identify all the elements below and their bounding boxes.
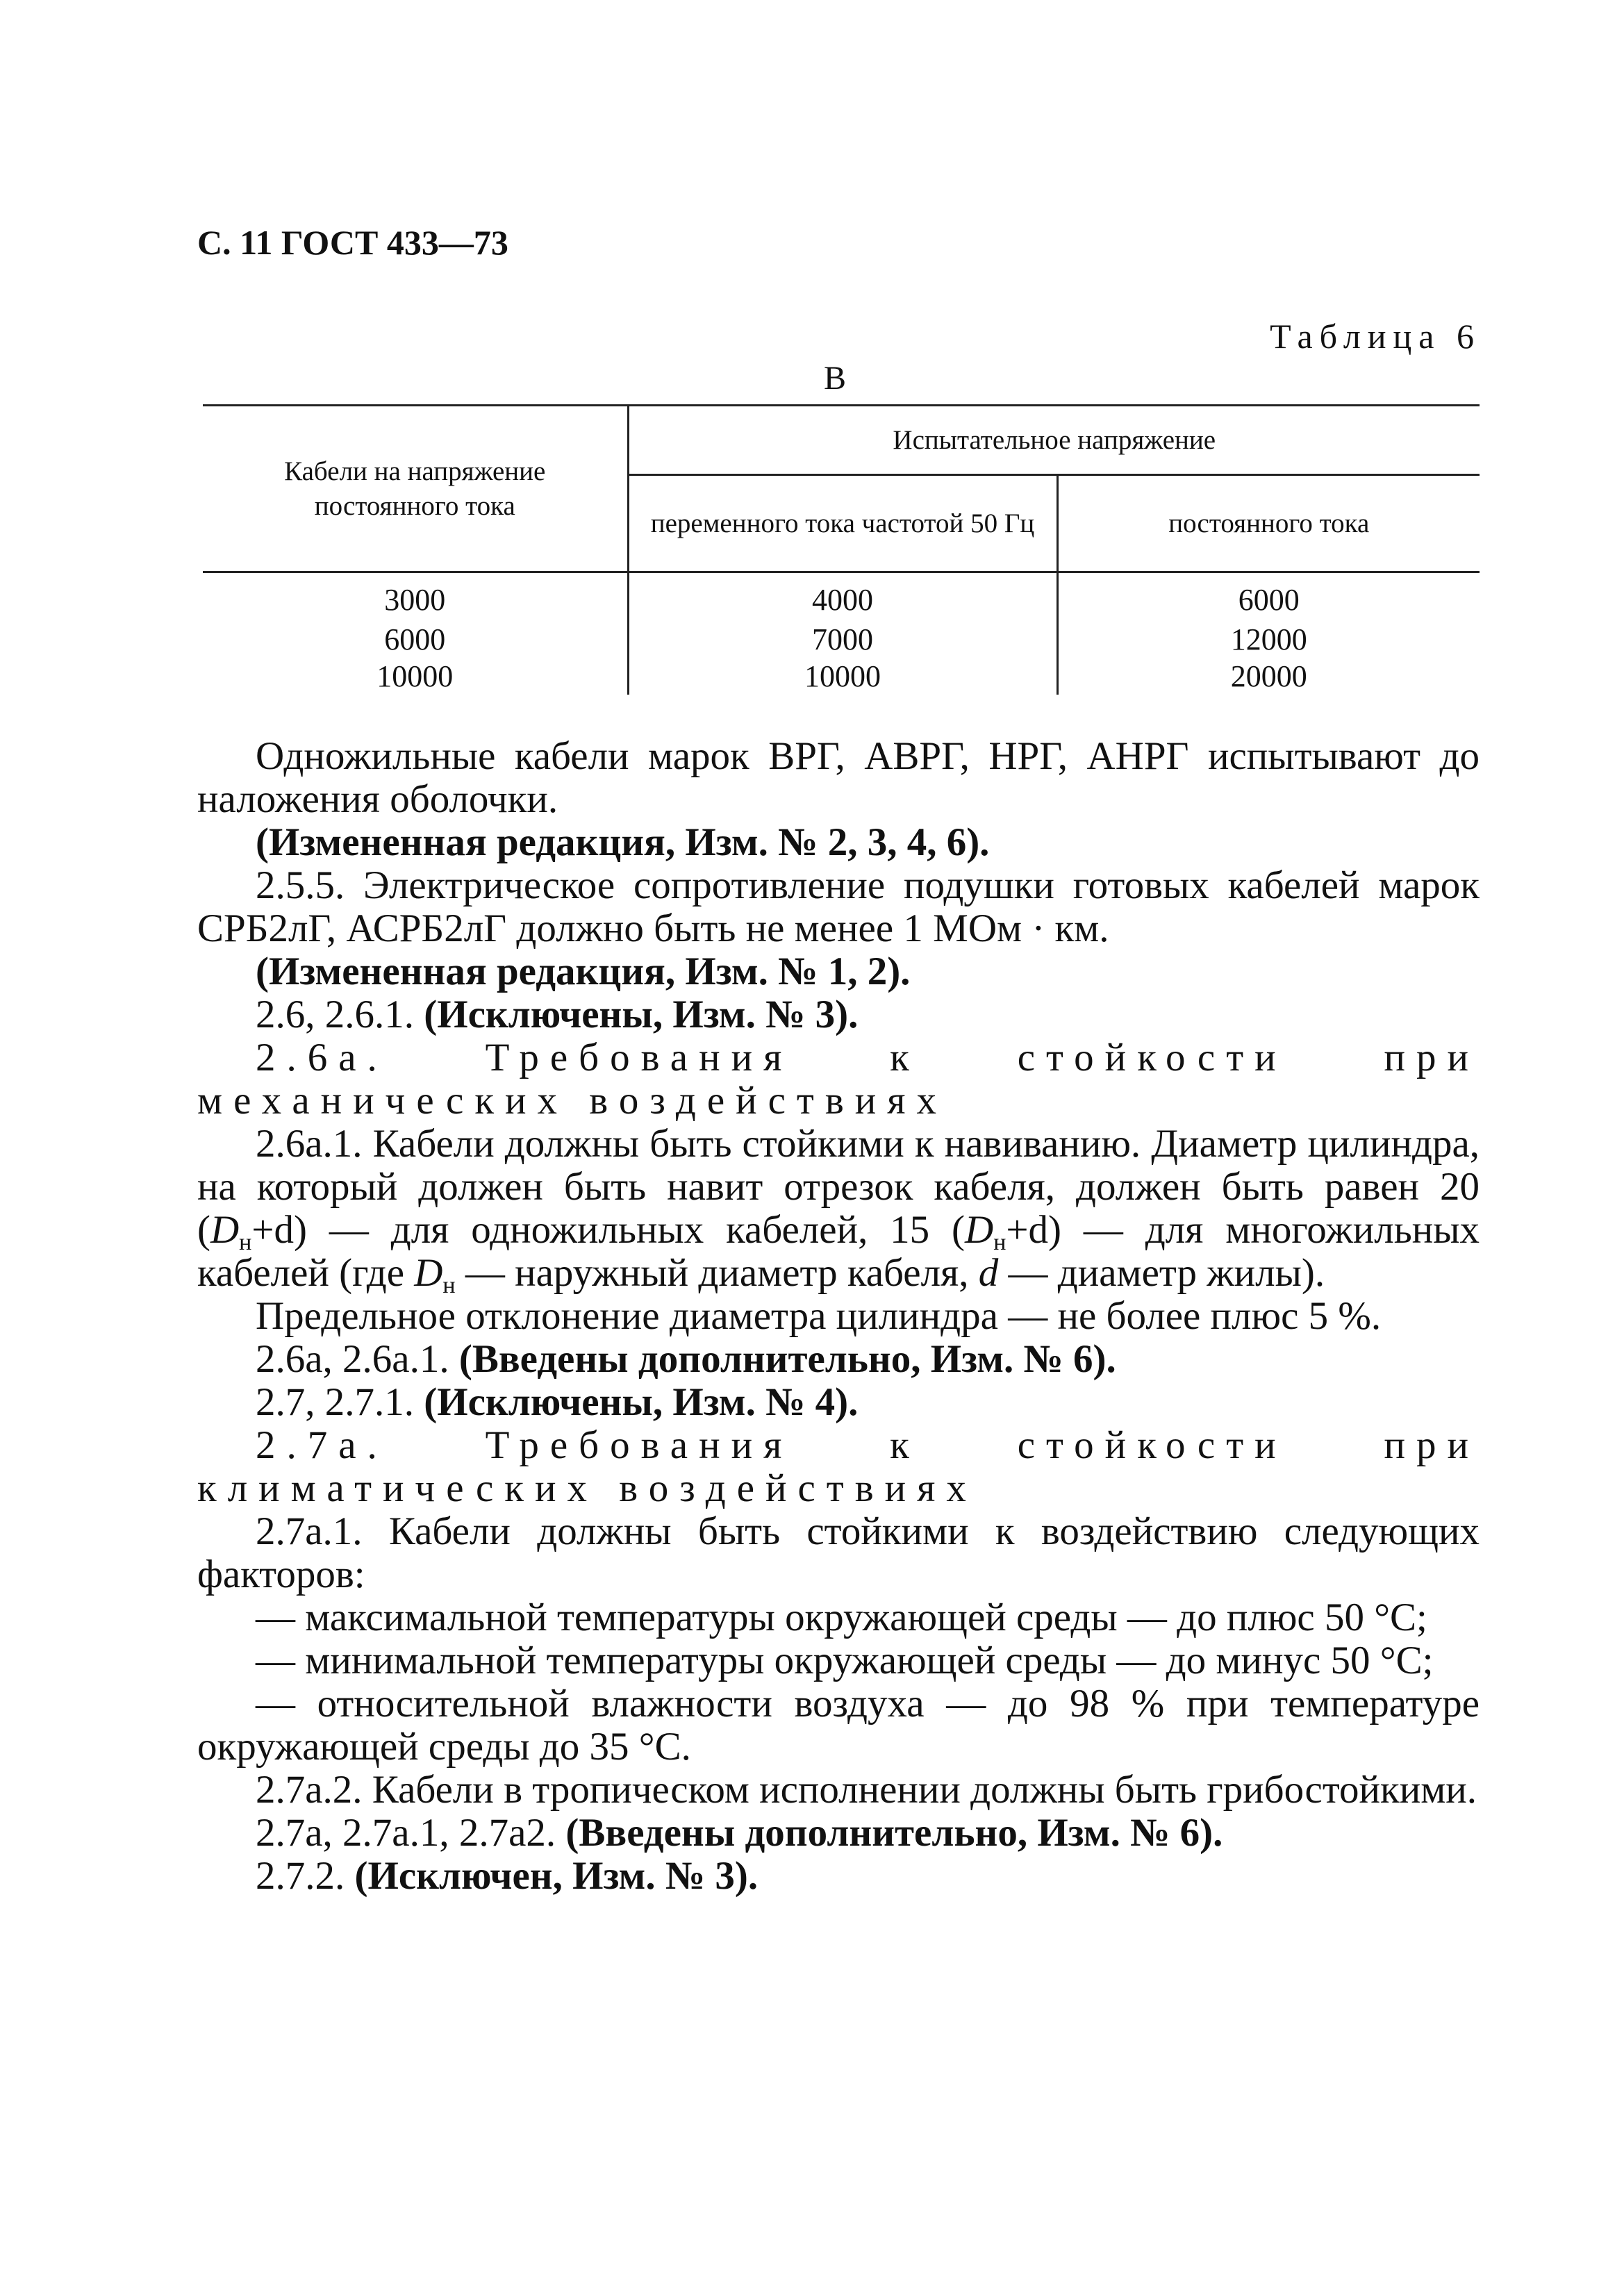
col3-header: постоянного тока xyxy=(1057,475,1480,572)
table-row xyxy=(203,572,1480,622)
clause-number: 2.6, 2.6.1. xyxy=(256,993,414,1036)
table-letter: В xyxy=(824,360,847,397)
paragraph: Одножильные кабели марок ВРГ, АВРГ, НРГ, АНРГ испытывают до наложения оболочки. xyxy=(197,734,1480,821)
paragraph: Предельное отклонение диаметра цилиндра — не более плюс 5 %. xyxy=(256,1294,1382,1338)
amendment-note: (Исключены, Изм. № 3). xyxy=(424,993,859,1036)
paragraph xyxy=(197,1855,1480,1898)
paragraph xyxy=(197,993,1480,1036)
amendment-note: (Исключен, Изм. № 3). xyxy=(354,1854,759,1898)
page-header: С. 11 ГОСТ 433—73 xyxy=(197,223,508,262)
table-cell: 10000 xyxy=(376,659,454,693)
table-cell: 6000 xyxy=(384,622,446,656)
table-cell: 10000 xyxy=(628,658,1057,695)
table-cell: 20000 xyxy=(1057,658,1480,695)
amendment-note: (Введены дополнительно, Изм. № 6). xyxy=(565,1811,1223,1855)
test-voltage-table xyxy=(203,404,1480,695)
clause-number: 2.7.2. xyxy=(256,1854,345,1898)
amendment-note: (Исключены, Изм. № 4). xyxy=(424,1380,859,1424)
table-row xyxy=(203,658,1480,695)
paragraph xyxy=(197,1381,1480,1424)
list-item: — минимальной температуры окружающей среды — до минус 50 °С; xyxy=(256,1639,1434,1682)
paragraph: 2.7а.2. Кабели в тропическом исполнении должны быть грибостойкими. xyxy=(256,1768,1477,1812)
table-cell: 3000 xyxy=(384,583,446,617)
table-cell: 6000 xyxy=(1057,572,1480,622)
clause-number: 2.6а, 2.6а.1. xyxy=(256,1337,449,1381)
col1-header: Кабели на напряжение постоянного тока xyxy=(203,406,628,572)
paragraph: 2.7а.1. Кабели должны быть стойкими к воздействию следующих факторов: xyxy=(197,1509,1480,1596)
section-heading: 2.7а. Требования к стойкости при климатических воздействиях xyxy=(197,1423,1480,1510)
paragraph xyxy=(197,1812,1480,1855)
paragraph: 2.6а.1. Кабели должны быть стойкими к навиванию. Диаметр цилиндра, на который должен быть навит отрезок кабеля, должен быть равен 20 $(D_н+d)$ — для одножильных кабелей, 15 $(D_н+d)$ — для многожильных кабелей (где $D_н$ — наружный диаметр кабеля, d — диаметр жилы). xyxy=(197,1122,1480,1298)
clause-number: 2.7а, 2.7а.1, 2.7а2. xyxy=(256,1811,556,1855)
group-header: Испытательное напряжение xyxy=(628,406,1480,475)
amendment-note: (Измененная редакция, Изм. № 1, 2). xyxy=(256,950,911,993)
section-heading: 2.6а. Требования к стойкости при механических воздействиях xyxy=(197,1036,1480,1123)
list-item: — максимальной температуры окружающей среды — до плюс 50 °С; xyxy=(256,1596,1427,1639)
table-cell: 7000 xyxy=(628,621,1057,658)
amendment-note: (Введены дополнительно, Изм. № 6). xyxy=(458,1337,1116,1381)
paragraph: 2.5.5. Электрическое сопротивление подушки готовых кабелей марок СРБ2лГ, АСРБ2лГ должно быть не менее 1 МОм · км. xyxy=(197,863,1480,950)
col2-header: переменного тока частотой 50 Гц xyxy=(628,475,1057,572)
amendment-note: (Измененная редакция, Изм. № 2, 3, 4, 6). xyxy=(256,820,990,864)
body-text xyxy=(197,735,1480,1898)
table-cell: 12000 xyxy=(1057,621,1480,658)
paragraph xyxy=(197,1338,1480,1381)
clause-number: 2.7, 2.7.1. xyxy=(256,1380,414,1424)
list-item: — относительной влажности воздуха — до 98 % при температуре окружающей среды до 35 °С. xyxy=(197,1682,1480,1769)
table-cell: 4000 xyxy=(628,572,1057,622)
table-row xyxy=(203,621,1480,658)
table-label: Таблица 6 xyxy=(1270,317,1481,356)
